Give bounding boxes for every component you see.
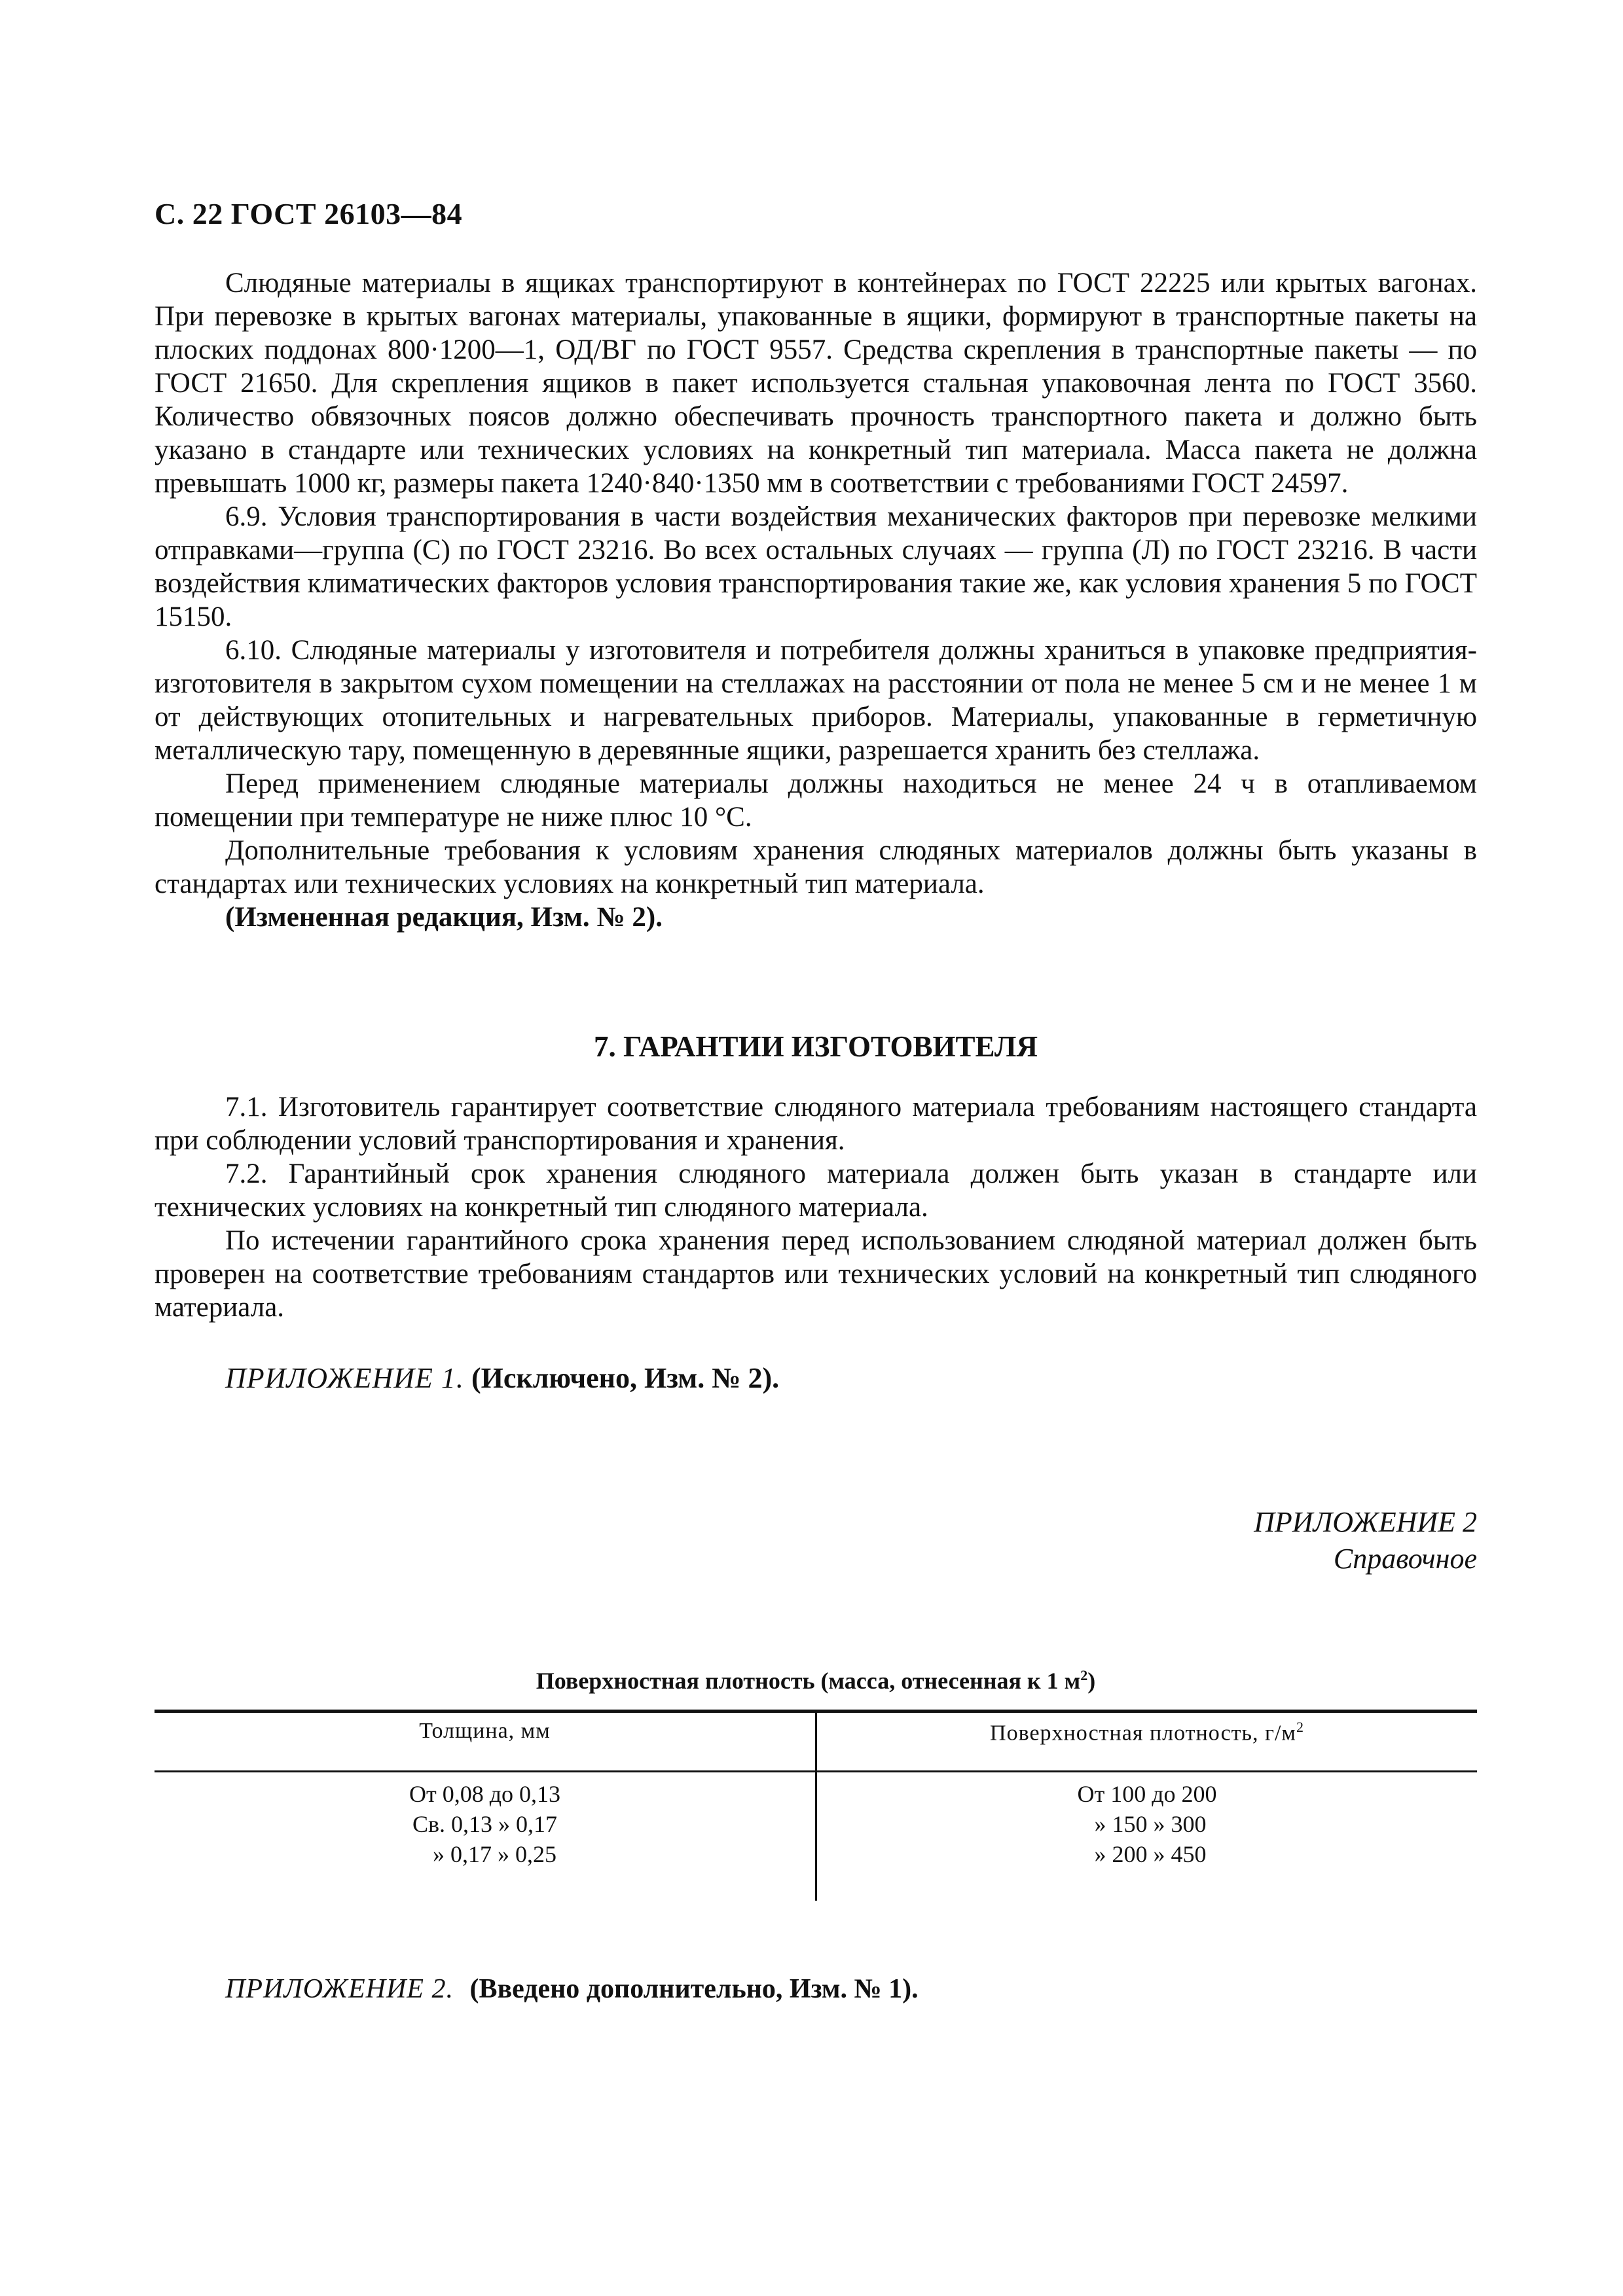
table-title-superscript: 2 — [1080, 1667, 1088, 1683]
annex-2-tail-note: (Введено дополнительно, Изм. № 1). — [469, 1974, 919, 2004]
table-title-text: Поверхностная плотность (масса, отнесенная к 1 м — [536, 1668, 1081, 1694]
page-header: С. 22 ГОСТ 26103—84 — [155, 197, 463, 230]
table-header-density — [817, 1719, 1477, 1746]
table-cell-thickness: От 0,08 до 0,13 — [409, 1781, 561, 1807]
table-title-end: ) — [1087, 1668, 1096, 1694]
annex-1-line — [225, 1361, 779, 1395]
annex-2-heading — [1254, 1504, 1477, 1577]
table-header-density-text: Поверхностная плотность, г/м — [990, 1721, 1296, 1746]
table-cell-density: » 200 » 450 — [1094, 1841, 1207, 1867]
revision-note: (Измененная редакция, Изм. № 2). — [225, 902, 663, 933]
table-cell-thickness: Св. 0,13 » 0,17 — [412, 1811, 557, 1837]
paragraph-7-2: 7.2. Гарантийный срок хранения слюдяного материала должен быть указан в стандарте или технических условиях на конкретный тип слюдяного материала. — [155, 1158, 1477, 1223]
paragraph-7-1: 7.1. Изготовитель гарантирует соответствие слюдяного материала требованиям настоящего стандарта при соблюдении условий транспортирования и хранения. — [155, 1092, 1477, 1156]
transport-storage-section — [155, 266, 1477, 934]
annex-1-label: ПРИЛОЖЕНИЕ 1. — [225, 1362, 464, 1394]
table-column-thickness — [155, 1779, 815, 1869]
annex-1-note: (Исключено, Изм. № 2). — [471, 1362, 780, 1394]
table-header-density-superscript: 2 — [1296, 1719, 1304, 1735]
paragraph-before-use: Перед применением слюдяные материалы должны находиться не менее 24 ч в отапливаемом помещении при температуре не ниже плюс 10 °С. — [155, 768, 1477, 833]
paragraph-transport: Слюдяные материалы в ящиках транспортируют в контейнерах по ГОСТ 22225 или крытых вагонах. При перевозке в крытых вагонах материалы, упакованные в ящики, формируют в транспортные пакеты на плоских поддонах 800·1200—1, ОД/ВГ по ГОСТ 9557. Средства скрепления в транспортные пакеты — по ГОСТ 21650. Для скрепления ящиков в пакет используется стальная упаковочная лента по ГОСТ 3560. Количество обвязочных поясов должно обеспечивать прочность транспортного пакета и должно быть указано в стандарте или технических условиях на конкретный тип материала. Масса пакета не должна превышать 1000 кг, размеры пакета 1240·840·1350 мм в соответствии с требованиями ГОСТ 24597. — [155, 268, 1477, 499]
annex-2-tail-label: ПРИЛОЖЕНИЕ 2. — [225, 1974, 454, 2004]
table-cell-density: » 150 » 300 — [1094, 1811, 1207, 1837]
annex-2-sublabel: Справочное — [1333, 1543, 1477, 1575]
warranty-section — [155, 1090, 1477, 1324]
annex-2-note-line — [225, 1973, 919, 2005]
table-column-density — [817, 1779, 1477, 1869]
paragraph-6-10: 6.10. Слюдяные материалы у изготовителя и потребителя должны храниться в упаковке предприятия-изготовителя в закрытом сухом помещении на стеллажах на расстоянии от пола не менее 5 см и не менее 1 м от действующих отопительных и нагревательных приборов. Материалы, упакованные в герметичную металлическую тару, помещенную в деревянные ящики, разрешается хранить без стеллажа. — [155, 635, 1477, 766]
paragraph-6-9: 6.9. Условия транспортирования в части воздействия механических факторов при перевозке мелкими отправками—группа (С) по ГОСТ 23216. Во всех остальных случаях — группа (Л) по ГОСТ 23216. В части воздействия климатических факторов условия транспортирования такие же, как условия хранения 5 по ГОСТ 15150. — [155, 501, 1477, 632]
section-7-title: 7. ГАРАНТИИ ИЗГОТОВИТЕЛЯ — [594, 1030, 1038, 1063]
table-cell-thickness: » 0,17 » 0,25 — [433, 1841, 556, 1867]
table-title — [155, 1667, 1477, 1695]
paragraph-warranty-expiry: По истечении гарантийного срока хранения перед использованием слюдяной материал должен быть проверен на соответствие требованиям стандартов или технических условий на конкретный тип слюдяного материала. — [155, 1225, 1477, 1323]
table-cell-density: От 100 до 200 — [1077, 1781, 1217, 1807]
paragraph-additional-requirements: Дополнительные требования к условиям хранения слюдяных материалов должны быть указаны в стандартах или технических условиях на конкретный тип материала. — [155, 835, 1477, 899]
annex-2-label: ПРИЛОЖЕНИЕ 2 — [1254, 1506, 1477, 1538]
table-header-thickness: Толщина, мм — [419, 1719, 551, 1743]
